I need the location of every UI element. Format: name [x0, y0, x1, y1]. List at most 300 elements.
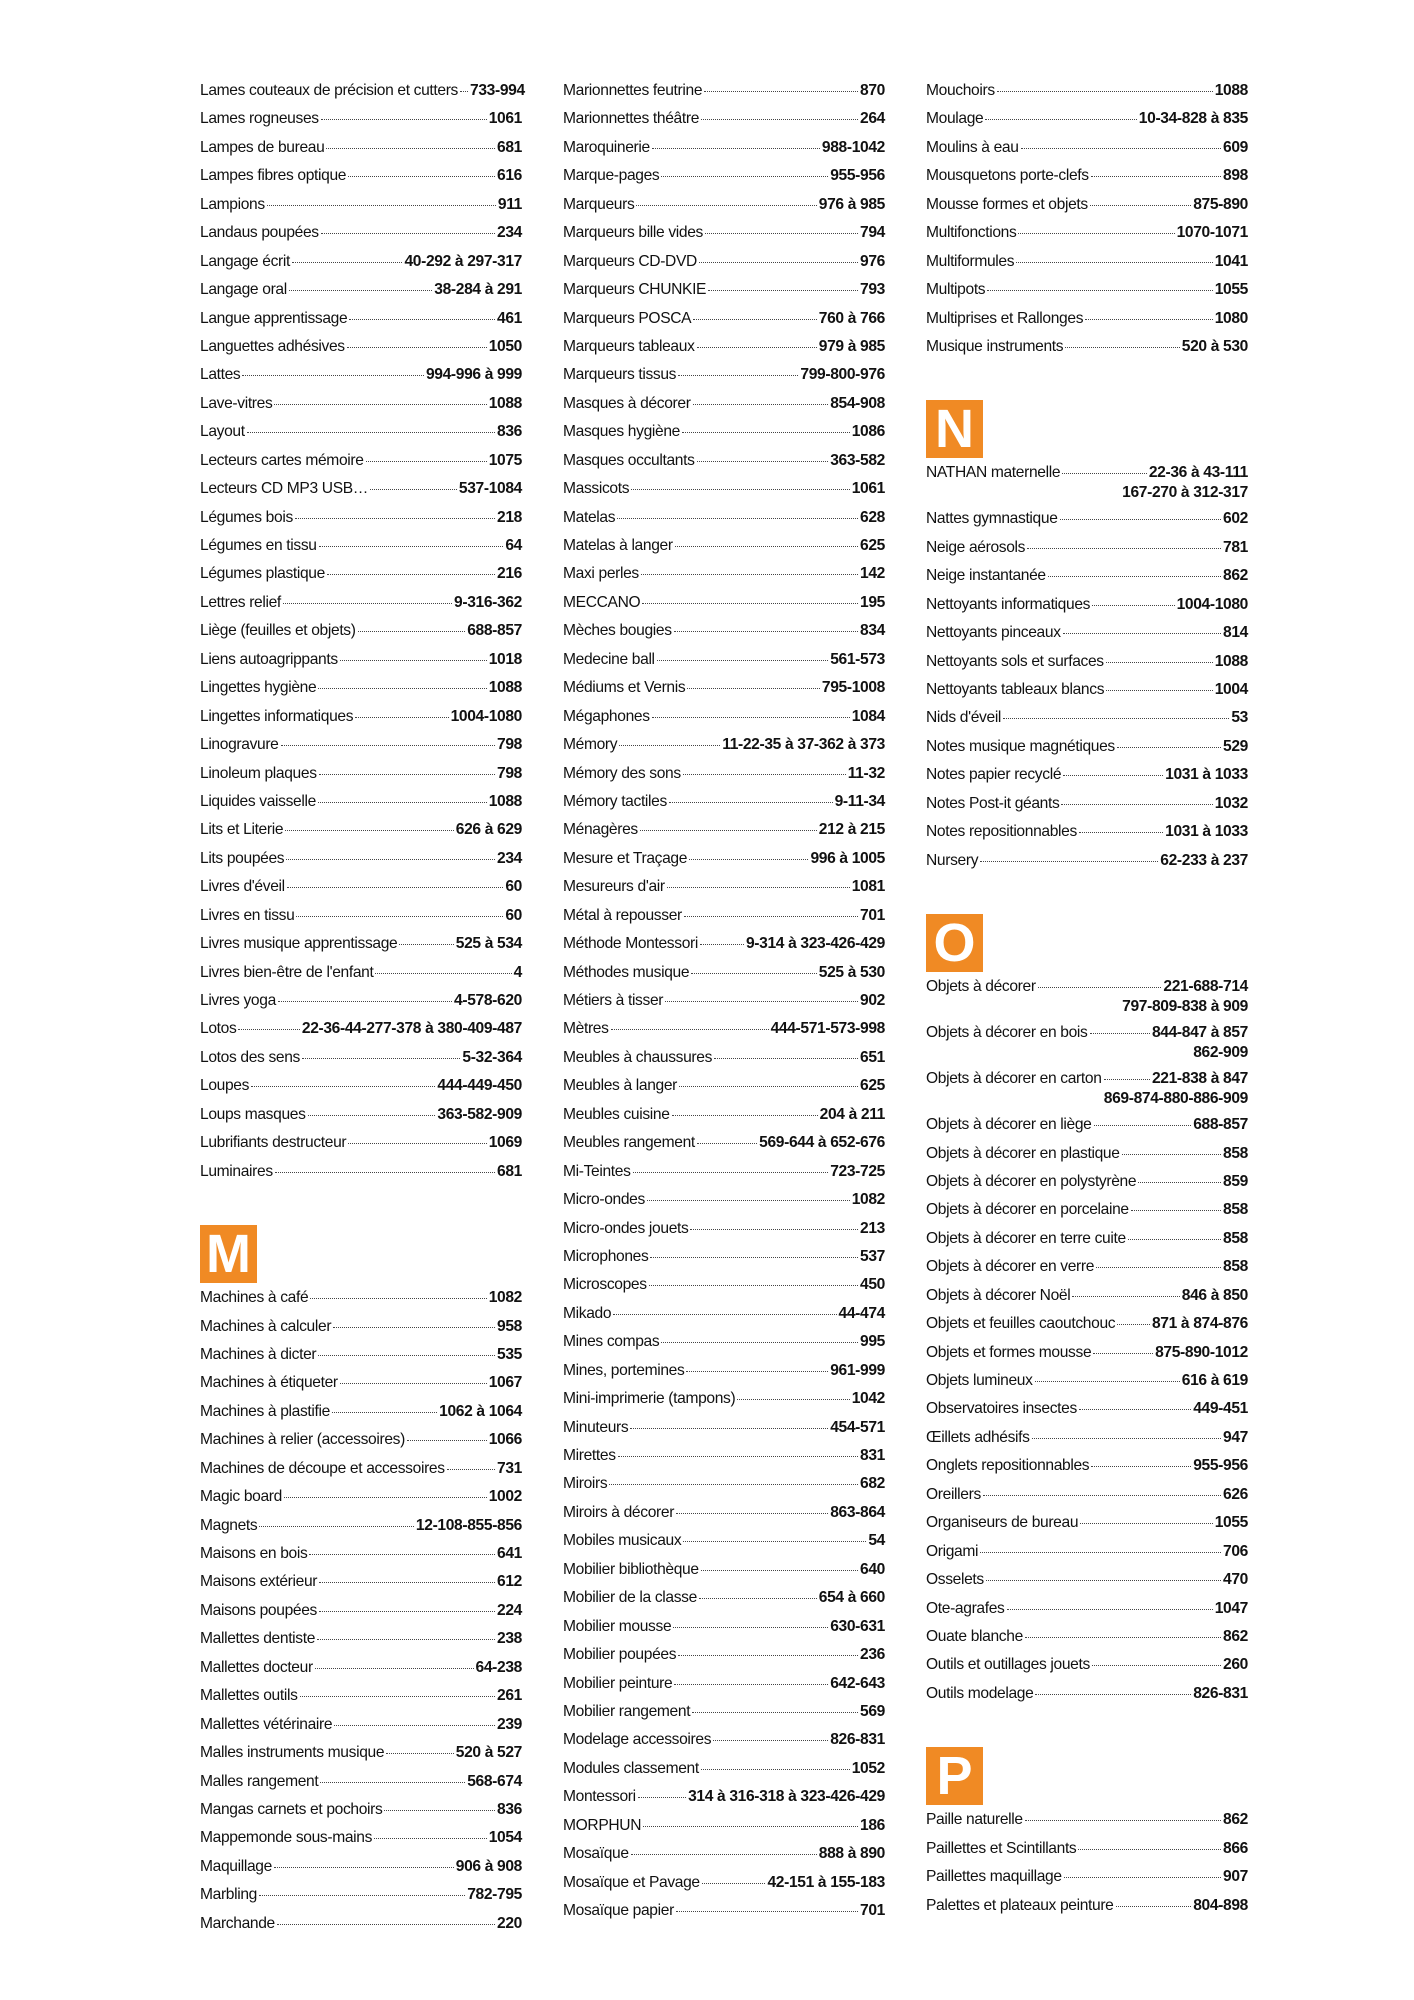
dot-leader [1117, 1324, 1150, 1325]
dot-leader [631, 1854, 817, 1855]
entry-pages: 625 [860, 1077, 885, 1095]
entry-term: Mobilier poupées [563, 1646, 677, 1664]
entry-pages: 875-890-1012 [1155, 1343, 1248, 1361]
entry-pages: 875-890 [1193, 195, 1248, 213]
dot-leader [667, 887, 850, 888]
entry-pages: 4-578-620 [454, 992, 522, 1009]
entry-term: Outils modelage [926, 1684, 1034, 1702]
entry-term: Méthodes musique [563, 963, 690, 981]
entry-pages: 1084 [851, 707, 885, 725]
entry-term: Nettoyants tableaux blancs [926, 681, 1105, 698]
dot-leader [713, 1740, 828, 1741]
entry-term: Lames rogneuses [200, 110, 319, 128]
index-entry [200, 423, 522, 451]
entry-term: Meubles à langer [563, 1077, 678, 1095]
entry-term: Médiums et Vernis [563, 679, 686, 697]
section-letter-p: P [926, 1747, 983, 1805]
entry-term: Linoleum plaques [200, 764, 317, 782]
dot-leader [317, 1639, 495, 1640]
entry-term: Mouchoirs [926, 82, 995, 99]
index-entry [563, 793, 885, 821]
entry-term: Origami [926, 1542, 979, 1560]
entry-pages: 794 [860, 224, 885, 242]
dot-leader [613, 1314, 836, 1315]
dot-leader [641, 574, 858, 575]
entry-term: Microscopes [563, 1276, 647, 1294]
dot-leader [285, 830, 454, 831]
entry-pages: 1088 [488, 394, 522, 412]
entry-term: Lubrifiants destructeur [200, 1134, 347, 1152]
entry-pages: 609 [1223, 138, 1248, 156]
entry-term: Lampes fibres optique [200, 167, 347, 185]
entry-pages: 239 [497, 1715, 522, 1733]
dot-leader [676, 1911, 858, 1912]
index-entry [926, 1116, 1248, 1144]
entry-term: Loups masques [200, 1105, 306, 1123]
entry-term: Mines compas [563, 1333, 660, 1351]
dot-leader [692, 1712, 858, 1713]
dot-leader [980, 861, 1158, 862]
index-entry [563, 224, 885, 252]
entry-term: Musique instruments [926, 337, 1064, 355]
entry-term: Mallettes docteur [200, 1658, 313, 1676]
index-entry [200, 765, 522, 793]
entry-term: Notes papier recyclé [926, 766, 1062, 784]
index-entry [200, 338, 522, 366]
entry-pages: 955-956 [1193, 1457, 1248, 1475]
entry-term: Langage écrit [200, 252, 290, 270]
entry-pages: 520 à 527 [455, 1744, 522, 1762]
entry-term: MECCANO [563, 593, 641, 611]
dot-leader [1078, 1849, 1221, 1850]
dot-leader [281, 745, 496, 746]
dot-leader [460, 91, 468, 92]
entry-term: Neige aérosols [926, 538, 1026, 556]
dot-leader [1025, 1820, 1221, 1821]
index-entry [200, 565, 522, 593]
index-entry [200, 1573, 522, 1601]
index-entry [200, 1431, 522, 1459]
index-entry [200, 1801, 522, 1829]
dot-leader [1072, 1296, 1179, 1297]
entry-term: Organiseurs de bureau [926, 1514, 1079, 1532]
entry-list-p [926, 1811, 1248, 1925]
entry-pages: 449-451 [1193, 1400, 1248, 1418]
index-entry [563, 310, 885, 338]
index-entry [926, 310, 1248, 338]
entry-term: Lotos des sens [200, 1048, 300, 1066]
entry-pages: 1050 [488, 337, 522, 355]
index-entry [200, 878, 522, 906]
index-entry [926, 1230, 1248, 1258]
index-entry [926, 1543, 1248, 1571]
dot-leader [327, 574, 495, 575]
entry-term: Moulins à eau [926, 138, 1019, 156]
index-entry [563, 1248, 885, 1276]
index-entry [926, 1685, 1248, 1713]
dot-leader [1063, 775, 1163, 776]
dot-leader [1093, 1353, 1153, 1354]
entry-pages: 1080 [1214, 309, 1248, 327]
entry-pages: 525 à 534 [455, 935, 522, 953]
entry-term: Paillettes maquillage [926, 1868, 1062, 1886]
entry-term: Mangas carnets et pochoirs [200, 1800, 383, 1818]
index-entry [563, 338, 885, 366]
entry-pages: 60 [505, 878, 522, 896]
entry-term: Lecteurs CD MP3 USB… [200, 480, 369, 498]
entry-term: Mètres [563, 1020, 609, 1038]
index-entry [563, 1163, 885, 1191]
entry-pages-continued: 869-874-880-886-909 [1103, 1090, 1248, 1108]
index-entry [926, 1840, 1248, 1868]
entry-pages: 213 [860, 1219, 885, 1237]
entry-pages: 733-994 [470, 82, 525, 99]
index-entry [563, 878, 885, 906]
dot-leader [687, 688, 820, 689]
entry-term: Ménagères [563, 821, 638, 839]
entry-term: Masques hygiène [563, 423, 680, 441]
entry-pages: 1055 [1214, 1514, 1248, 1532]
dot-leader [683, 1541, 866, 1542]
entry-pages: 1082 [851, 1191, 885, 1209]
index-entry [200, 196, 522, 224]
index-entry [200, 1829, 522, 1857]
index-entry [926, 1897, 1248, 1925]
dot-leader [355, 717, 448, 718]
index-entry [926, 766, 1248, 794]
index-entry [200, 622, 522, 650]
dot-leader [296, 916, 503, 917]
entry-pages: 862 [1223, 1627, 1248, 1645]
entry-pages: 142 [860, 565, 885, 583]
entry-term: Ouate blanche [926, 1627, 1023, 1645]
index-entry [200, 1289, 522, 1317]
entry-term: Maisons extérieur [200, 1573, 318, 1591]
entry-pages: 1002 [488, 1488, 522, 1506]
entry-pages: 625 [860, 537, 885, 554]
entry-list-n [926, 510, 1248, 880]
dot-leader [675, 546, 858, 547]
index-entry [926, 1429, 1248, 1457]
index-entry [563, 1106, 885, 1134]
entry-term: Mousse formes et objets [926, 195, 1088, 213]
dot-leader [701, 1570, 858, 1571]
dot-leader [300, 1696, 495, 1697]
entry-term: Objets et feuilles caoutchouc [926, 1315, 1116, 1333]
entry-pages: 760 à 766 [818, 309, 885, 327]
index-entry [926, 1173, 1248, 1201]
entry-term: Malles rangement [200, 1772, 319, 1790]
entry-pages: 314 à 316-318 à 323-426-429 [688, 1788, 885, 1806]
index-entry [563, 964, 885, 992]
entry-term: Onglets repositionnables [926, 1457, 1090, 1475]
entry-term: Matelas à langer [563, 537, 673, 554]
entry-pages: 862 [1223, 567, 1248, 585]
dot-leader [1085, 319, 1213, 320]
entry-pages-continued: 167-270 à 312-317 [1122, 484, 1248, 502]
entry-pages: 844-847 à 857 [1151, 1024, 1248, 1042]
dot-leader [251, 1086, 435, 1087]
index-entry [563, 1760, 885, 1788]
entry-pages: 1032 [1214, 794, 1248, 812]
dot-leader [1091, 176, 1221, 177]
index-entry [926, 1372, 1248, 1400]
entry-pages: 1004 [1214, 681, 1248, 698]
entry-term: Marqueurs POSCA [563, 309, 692, 327]
entry-term: Mobilier de la classe [563, 1589, 697, 1607]
dot-leader [347, 347, 487, 348]
entry-term: Multiprises et Rallonges [926, 309, 1084, 327]
dot-leader [259, 1895, 465, 1896]
entry-pages: 22-36-44-277-378 à 380-409-487 [301, 1020, 522, 1038]
entry-term: Marionnettes feutrine [563, 82, 703, 99]
entry-pages: 858 [1223, 1201, 1248, 1219]
dot-leader [238, 1029, 299, 1030]
entry-term: Nettoyants pinceaux [926, 624, 1061, 642]
entry-term: Mi-Teintes [563, 1162, 631, 1180]
dot-leader [737, 1399, 849, 1400]
index-entry [926, 1486, 1248, 1514]
dot-leader [1079, 1409, 1191, 1410]
index-entry [926, 653, 1248, 681]
entry-term: Lotos [200, 1020, 237, 1038]
dot-leader [302, 1058, 460, 1059]
entry-pages: 958 [497, 1317, 522, 1335]
index-entry [200, 167, 522, 195]
index-entry [563, 1191, 885, 1219]
entry-pages: 186 [860, 1816, 885, 1834]
dot-leader [643, 1826, 858, 1827]
entry-term: Mines, portemines [563, 1361, 685, 1379]
dot-leader [310, 1298, 486, 1299]
index-entry [563, 1589, 885, 1617]
entry-term: Liens autoagrippants [200, 650, 338, 668]
dot-leader [636, 205, 816, 206]
dot-leader [678, 375, 798, 376]
entry-term: Medecine ball [563, 650, 655, 668]
index-entry [926, 1514, 1248, 1542]
dot-leader [705, 233, 858, 234]
dot-leader [277, 1924, 495, 1925]
entry-term: Loupes [200, 1077, 250, 1095]
entry-pages: 1042 [851, 1390, 885, 1408]
index-entry [563, 452, 885, 480]
dot-leader [1025, 1637, 1221, 1638]
index-entry [563, 253, 885, 281]
dot-leader [638, 1797, 686, 1798]
entry-pages: 1081 [851, 878, 885, 896]
entry-pages: 955-956 [830, 167, 885, 185]
entry-term: Massicots [563, 480, 630, 498]
dot-leader [374, 1838, 487, 1839]
entry-pages: 1069 [488, 1134, 522, 1152]
entry-term: Marbling [200, 1886, 258, 1904]
dot-leader [652, 148, 820, 149]
entry-pages: 642-643 [830, 1674, 885, 1692]
entry-pages: 1086 [851, 423, 885, 441]
entry-term: Objets à décorer en bois [926, 1024, 1088, 1042]
dot-leader [693, 319, 817, 320]
entry-term: Notes Post-it géants [926, 794, 1060, 812]
index-entry [200, 366, 522, 394]
entry-pages: 535 [497, 1345, 522, 1363]
entry-term: Mesure et Traçage [563, 849, 688, 867]
index-entry [926, 139, 1248, 167]
entry-term: Mobilier peinture [563, 1674, 673, 1692]
index-entry [563, 1646, 885, 1674]
entry-pages: 947 [1223, 1428, 1248, 1446]
dot-leader [287, 887, 504, 888]
index-entry [200, 139, 522, 167]
entry-pages: 831 [860, 1447, 885, 1464]
entry-term: Lave-vitres [200, 394, 273, 412]
entry-term: Lits et Literie [200, 821, 284, 839]
entry-pages: 911 [497, 195, 522, 213]
entry-term: Mosaïque [563, 1845, 629, 1863]
entry-pages: 9-316-362 [454, 593, 522, 611]
index-entry [563, 1134, 885, 1162]
dot-leader [693, 404, 829, 405]
dot-leader [1092, 605, 1174, 606]
entry-term: Mikado [563, 1304, 612, 1322]
entry-term: Mosaïque et Pavage [563, 1873, 700, 1891]
entry-pages: 651 [860, 1048, 885, 1066]
entry-pages: 681 [497, 1162, 522, 1180]
entry-pages-continued: 797-809-838 à 909 [1122, 998, 1248, 1016]
entry-list-m-continued [563, 82, 885, 1930]
entry-term: Machines à café [200, 1289, 309, 1307]
entry-term: Magnets [200, 1516, 258, 1534]
index-entry [200, 1858, 522, 1886]
entry-pages: 846 à 850 [1181, 1286, 1248, 1304]
index-entry [200, 1773, 522, 1801]
entry-term: Langage oral [200, 281, 287, 299]
entry-pages: 22-36 à 43-111 [1148, 464, 1248, 482]
dot-leader [1035, 1694, 1191, 1695]
entry-term: Marqueurs bille vides [563, 224, 703, 242]
entry-pages: 569 [860, 1702, 885, 1720]
entry-term: Méthode Montessori [563, 935, 698, 953]
index-entry [200, 850, 522, 878]
index-entry [200, 1163, 522, 1191]
entry-term: Meubles cuisine [563, 1105, 670, 1123]
entry-pages: 1061 [851, 480, 885, 498]
dot-leader [1065, 347, 1180, 348]
entry-pages: 898 [1223, 167, 1248, 185]
dot-leader [1061, 804, 1212, 805]
index-entry [926, 510, 1248, 538]
entry-term: Maisons poupées [200, 1601, 317, 1619]
entry-term: Livres musique apprentissage [200, 935, 398, 953]
entry-term: Machines à dicter [200, 1345, 317, 1363]
entry-term: Lampions [200, 195, 265, 213]
dot-leader [997, 91, 1213, 92]
entry-term: Meubles rangement [563, 1134, 695, 1152]
entry-pages: 701 [860, 906, 885, 924]
dot-leader [701, 1769, 850, 1770]
dot-leader [384, 1810, 495, 1811]
entry-term: Paillettes et Scintillants [926, 1839, 1077, 1857]
dot-leader [340, 1383, 487, 1384]
index-entry [926, 709, 1248, 737]
index-entry [200, 935, 522, 963]
entry-term: Modelage accessoires [563, 1731, 712, 1749]
entry-pages: 701 [860, 1902, 885, 1919]
index-entry [926, 624, 1248, 652]
entry-term: Lampes de bureau [200, 138, 325, 156]
index-entry [200, 1886, 522, 1914]
entry-term: Marqueurs [563, 195, 635, 213]
index-entry [200, 509, 522, 537]
entry-term: Machines à étiqueter [200, 1374, 338, 1392]
entry-pages: 996 à 1005 [810, 849, 885, 867]
entry-pages: 836 [497, 423, 522, 441]
entry-pages: 212 à 215 [818, 821, 885, 839]
entry-pages: 630-631 [830, 1617, 885, 1635]
index-entry [200, 821, 522, 849]
entry-pages: 60 [505, 906, 522, 924]
entry-pages: 681 [497, 138, 522, 156]
entry-pages: 12-108-855-856 [415, 1516, 522, 1534]
entry-term: Légumes bois [200, 508, 293, 526]
index-entry [200, 708, 522, 736]
entry-term: Machines à relier (accessoires) [200, 1431, 405, 1449]
dot-leader [358, 631, 466, 632]
entry-pages: 688-857 [1193, 1116, 1248, 1134]
index-entry [926, 852, 1248, 880]
index-entry [200, 594, 522, 622]
entry-pages: 994-996 à 999 [425, 366, 522, 384]
entry-list-o [926, 1116, 1248, 1713]
entry-term: Lingettes informatiques [200, 707, 354, 725]
dot-leader [1096, 1267, 1221, 1268]
dot-leader [1122, 1154, 1221, 1155]
entry-pages: 220 [497, 1914, 522, 1932]
entry-term: Multifonctions [926, 224, 1017, 242]
entry-pages: 888 à 890 [818, 1845, 885, 1863]
entry-term: Mappemonde sous-mains [200, 1829, 373, 1847]
entry-pages: 798 [497, 736, 522, 754]
entry-term: Liquides vaisselle [200, 792, 316, 810]
entry-pages: 44-474 [838, 1304, 885, 1322]
index-entry [926, 681, 1248, 709]
entry-pages: 42-151 à 155-183 [767, 1873, 885, 1891]
entry-pages: 1075 [488, 451, 522, 469]
index-entry [563, 1731, 885, 1759]
entry-term: Matelas [563, 508, 616, 526]
entry-term: Mémory des sons [563, 764, 681, 782]
entry-pages: 988-1042 [821, 138, 885, 156]
dot-leader [697, 461, 829, 462]
index-entry [563, 1561, 885, 1589]
index-entry [200, 1346, 522, 1374]
entry-pages: 260 [1223, 1656, 1248, 1674]
index-entry [200, 736, 522, 764]
dot-leader [1090, 205, 1191, 206]
index-entry [926, 1571, 1248, 1599]
index-entry [926, 1868, 1248, 1896]
entry-term: Maroquinerie [563, 138, 650, 156]
dot-leader [319, 546, 504, 547]
index-entry [926, 281, 1248, 309]
entry-pages: 798 [497, 764, 522, 782]
entry-term: Maisons en bois [200, 1545, 308, 1562]
index-entry [563, 1077, 885, 1105]
dot-leader [318, 802, 487, 803]
entry-pages: 62-233 à 237 [1160, 851, 1248, 869]
entry-pages: 195 [860, 593, 885, 611]
entry-pages: 1088 [1214, 82, 1248, 99]
